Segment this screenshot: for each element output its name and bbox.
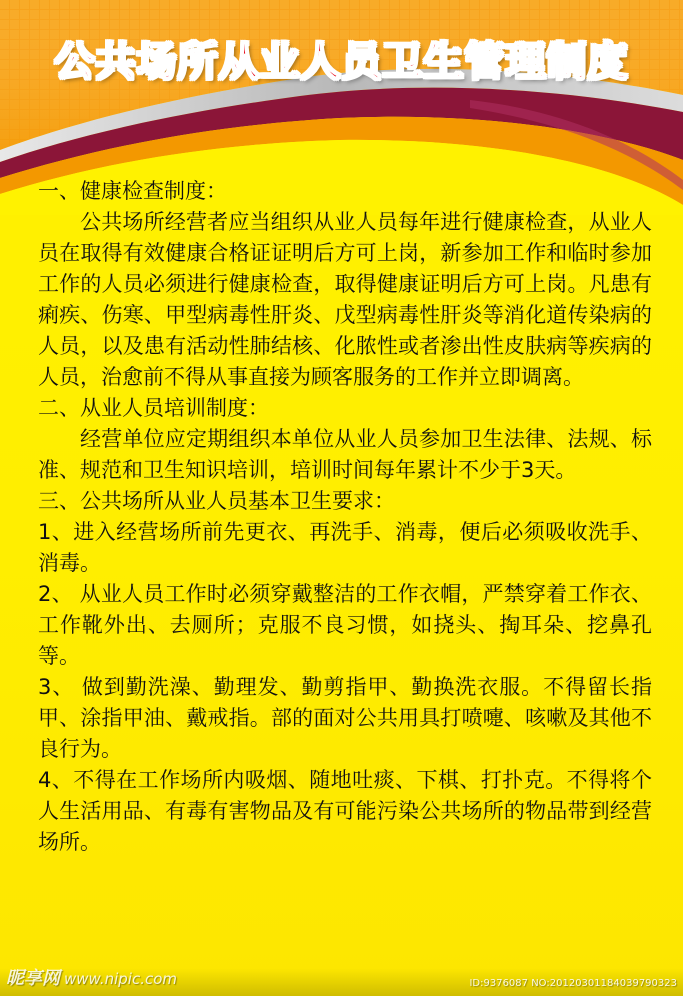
requirement-item-3: 3、 做到勤洗澡、勤理发、勤剪指甲、勤换洗衣服。不得留长指甲、涂指甲油、戴戒指。部的面对公共用具打喷嚏、咳嗽及其他不良行为。 <box>38 675 652 761</box>
section-text-health-check: 公共场所经营者应当组织从业人员每年进行健康检查，从业人员在取得有效健康合格证证明后方可上岗，新参加工作和临时参加工作的人员必须进行健康检查，取得健康证明后方可上岗。凡患有痢疾、伤寒、甲型病毒性肝炎、戊型病毒性肝炎等消化道传染病的人员，以及患有活动性肺结核、化脓性或者渗出性皮肤病等疾病的人员，治愈前不得从事直接为顾客服务的工作并立即调离。 <box>38 210 652 389</box>
watermark-strip <box>0 968 683 996</box>
requirement-item-2: 2、 从业人员工作时必须穿戴整洁的工作衣帽，严禁穿着工作衣、工作靴外出、去厕所；克服不良习惯，如挠头、掏耳朵、挖鼻孔等。 <box>38 582 652 668</box>
watermark-id: ID:9376087 NO:20120301184039790323 <box>469 978 677 989</box>
section-text-training: 经营单位应定期组织本单位从业人员参加卫生法律、法规、标准、规范和卫生知识培训，培训时间每年累计不少于3天。 <box>38 427 652 482</box>
watermark-url: www.nipic.com <box>64 970 178 988</box>
regulation-body <box>38 176 652 858</box>
page-title: 公共场所从业人员卫生管理制度 <box>54 39 629 85</box>
watermark-logo <box>6 964 177 990</box>
requirement-item-4: 4、不得在工作场所内吸烟、随地吐痰、下棋、打扑克。不得将个人生活用品、有毒有害物品及有可能污染公共场所的物品带到经营场所。 <box>38 768 652 854</box>
section-heading-hygiene-requirements: 三、公共场所从业人员基本卫生要求： <box>38 489 395 513</box>
section-heading-training: 二、从业人员培训制度： <box>38 396 269 420</box>
section-heading-health-check: 一、健康检查制度： <box>38 179 227 203</box>
requirement-item-1: 1、进入经营场所前先更衣、再洗手、消毒，便后必须吸收洗手、消毒。 <box>38 520 652 575</box>
watermark-logo-text: 昵享网 <box>6 968 60 989</box>
